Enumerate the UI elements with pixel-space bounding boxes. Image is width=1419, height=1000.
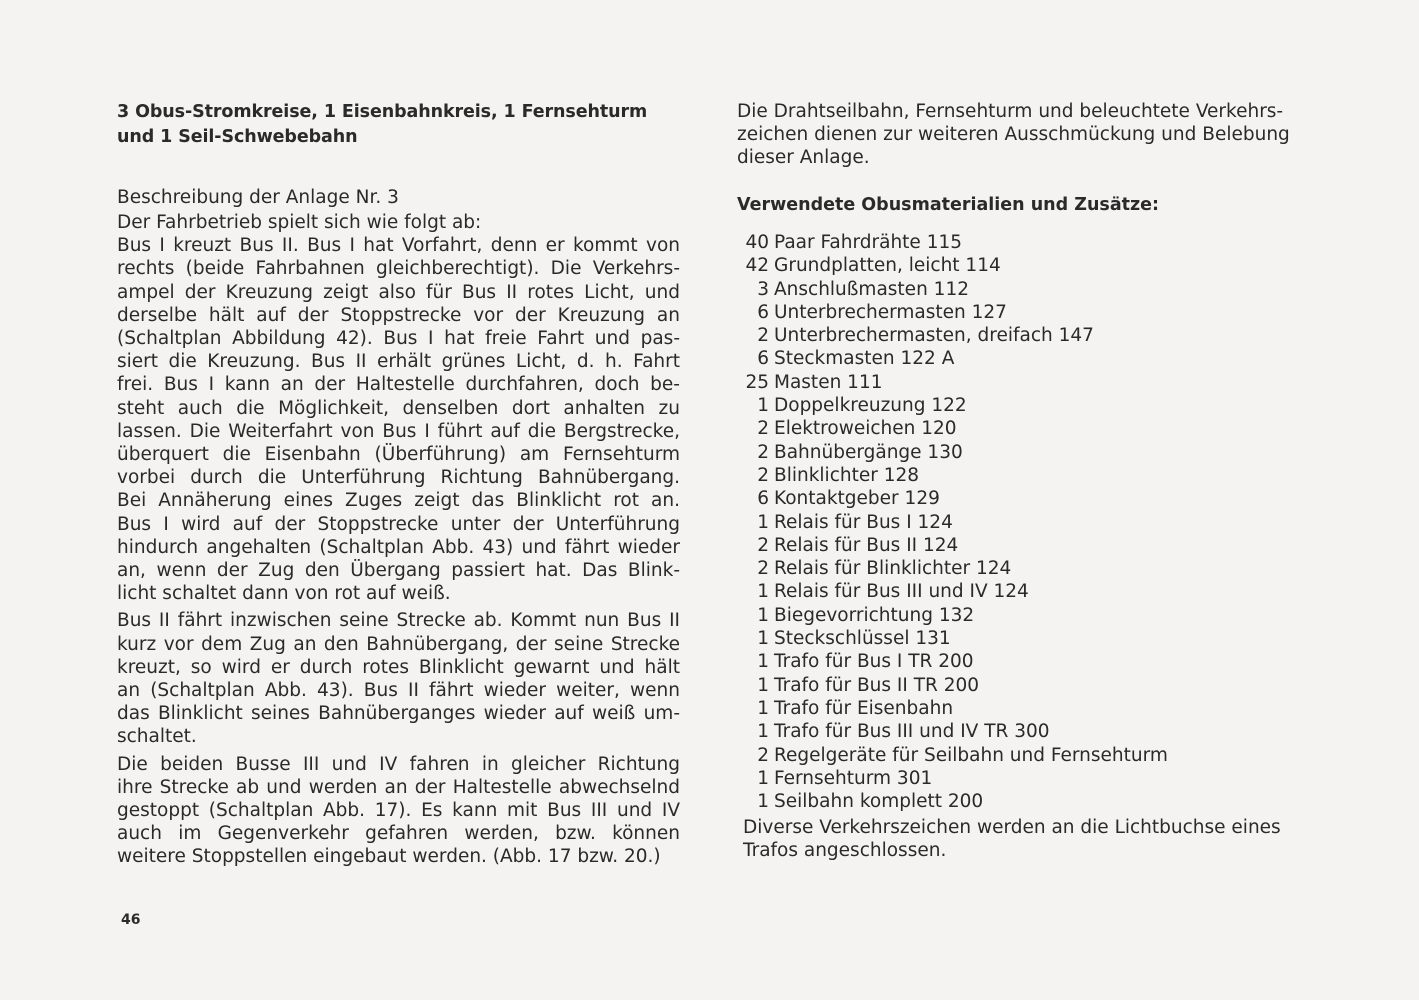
text-line: derselbe hält auf der Stoppstrecke vor der Kreuzung an — [117, 304, 680, 326]
text-line: an (Schaltplan Abb. 43). Bus II fährt wieder weiter, wenn — [117, 680, 680, 702]
text-line: Bus II fährt inzwischen seine Strecke ab. Kommt nun Bus II — [117, 610, 680, 632]
text-line: ampel der Kreuzung zeigt also für Bus II rotes Licht, und — [117, 281, 680, 303]
material-quantity: 42 — [745, 255, 769, 277]
material-item — [737, 487, 1307, 510]
right-column — [737, 100, 1307, 862]
material-item — [737, 347, 1307, 370]
material-quantity: 6 — [757, 348, 769, 370]
text-line: vorbei durch die Unterführung Richtung Bahnübergang. — [117, 467, 680, 489]
text-line: licht schaltet dann von rot auf weiß. — [117, 583, 451, 605]
material-item — [737, 580, 1307, 603]
material-item — [737, 394, 1307, 417]
material-item — [737, 557, 1307, 580]
material-name: Paar Fahrdrähte 115 — [774, 232, 963, 253]
text-line: rechts (beide Fahrbahnen gleichberechtigt). Die Verkehrs- — [117, 258, 680, 280]
intro-paragraph — [737, 100, 1307, 169]
material-quantity: 1 — [757, 628, 769, 650]
material-quantity: 6 — [757, 301, 769, 323]
heading-line: und 1 Seil-Schwebebahn — [117, 127, 358, 147]
section-heading — [117, 100, 680, 150]
text-line: Diverse Verkehrszeichen werden an die Lichtbuchse eines — [743, 817, 1281, 839]
text-line: Trafos angeschlossen. — [743, 840, 947, 862]
material-quantity: 1 — [757, 511, 769, 533]
description-subtitle: Beschreibung der Anlage Nr. 3 — [117, 187, 399, 208]
material-name: Trafo für Eisenbahn — [774, 697, 954, 719]
material-item — [737, 324, 1307, 347]
material-item — [737, 231, 1307, 254]
material-name: Anschlußmasten 112 — [774, 278, 969, 300]
text-line: Bus I wird auf der Stoppstrecke unter der Unterführung — [117, 513, 680, 535]
material-name: Trafo für Bus II TR 200 — [774, 674, 980, 696]
material-name: Masten 111 — [774, 371, 883, 393]
paragraph-bus-two — [117, 609, 680, 748]
material-item — [737, 511, 1307, 534]
text-line: steht auch die Möglichkeit, denselben dort anhalten zu — [117, 397, 680, 419]
heading-line: 3 Obus-Stromkreise, 1 Eisenbahnkreis, 1 Fernsehturm — [117, 102, 648, 122]
material-quantity: 2 — [757, 744, 769, 766]
text-line: hindurch angehalten (Schaltplan Abb. 43) und fährt wieder — [117, 536, 680, 558]
material-name: Fernsehturm 301 — [774, 767, 933, 789]
text-line: weitere Stoppstellen eingebaut werden. (Abb. 17 bzw. 20.) — [117, 846, 661, 868]
material-quantity: 1 — [757, 581, 769, 603]
material-quantity: 2 — [757, 325, 769, 347]
material-name: Bahnübergänge 130 — [774, 441, 963, 463]
text-line: ihre Strecke ab und werden an der Haltestelle abwechselnd — [117, 776, 680, 798]
material-quantity: 1 — [757, 395, 769, 417]
material-quantity: 40 — [745, 232, 769, 253]
text-line: auch im Gegenverkehr gefahren werden, bzw. können — [117, 823, 680, 845]
material-quantity: 1 — [757, 651, 769, 673]
text-line: siert die Kreuzung. Bus II erhält grünes Licht, d. h. Fahrt — [117, 351, 680, 373]
text-line: frei. Bus I kann an der Haltestelle durchfahren, doch be- — [117, 374, 680, 396]
material-name: Blinklichter 128 — [774, 464, 920, 486]
text-line: Bei Annäherung eines Zuges zeigt das Blinklicht rot an. — [117, 490, 680, 512]
text-line: Die beiden Busse III und IV fahren in gleicher Richtung — [117, 753, 680, 775]
material-name: Seilbahn komplett 200 — [774, 791, 984, 813]
text-line: (Schaltplan Abbildung 42). Bus I hat freie Fahrt und pas- — [117, 328, 680, 350]
material-quantity: 6 — [757, 488, 769, 510]
material-quantity: 1 — [757, 674, 769, 696]
material-quantity: 1 — [757, 721, 769, 743]
material-name: Doppelkreuzung 122 — [774, 395, 967, 417]
material-name: Steckschlüssel 131 — [774, 628, 951, 650]
text-line: Bus I kreuzt Bus II. Bus I hat Vorfahrt, denn er kommt von — [117, 235, 680, 257]
note-paragraph — [743, 816, 1307, 862]
left-column — [117, 100, 680, 869]
material-item — [737, 744, 1307, 767]
material-quantity: 3 — [757, 278, 769, 300]
material-name: Regelgeräte für Seilbahn und Fernsehturm — [774, 744, 1168, 766]
material-name: Unterbrechermasten 127 — [774, 301, 1007, 323]
material-name: Unterbrechermasten, dreifach 147 — [774, 325, 1094, 347]
material-item — [737, 674, 1307, 697]
material-name: Biegevorrichtung 132 — [774, 604, 975, 626]
material-quantity: 1 — [757, 791, 769, 813]
materials-heading: Verwendete Obusmaterialien und Zusätze: — [737, 195, 1160, 215]
material-item — [737, 464, 1307, 487]
material-item — [737, 790, 1307, 813]
material-item — [737, 534, 1307, 557]
material-name: Relais für Bus I 124 — [774, 511, 953, 533]
material-name: Relais für Blinklichter 124 — [774, 558, 1012, 580]
material-item — [737, 371, 1307, 394]
material-item — [737, 720, 1307, 743]
material-name: Relais für Bus II 124 — [774, 534, 959, 556]
material-quantity: 1 — [757, 767, 769, 789]
paragraph-bus-three-four — [117, 753, 680, 869]
material-name: Relais für Bus III und IV 124 — [774, 581, 1029, 603]
text-line: zeichen dienen zur weiteren Ausschmückung und Belebung — [737, 124, 1290, 145]
text-line: überquert die Eisenbahn (Überführung) am Fernsehturm — [117, 444, 680, 466]
material-quantity: 25 — [745, 371, 769, 393]
page-number: 46 — [121, 912, 141, 928]
text-line: Die Drahtseilbahn, Fernsehturm und beleuchtete Verkehrs- — [737, 101, 1284, 122]
material-item — [737, 301, 1307, 324]
material-item — [737, 417, 1307, 440]
text-line: gestoppt (Schaltplan Abb. 17). Es kann mit Bus III und IV — [117, 800, 680, 822]
material-name: Trafo für Bus I TR 200 — [774, 651, 974, 673]
material-quantity: 2 — [757, 441, 769, 463]
material-item — [737, 254, 1307, 277]
text-line: lassen. Die Weiterfahrt von Bus I führt auf die Bergstrecke, — [117, 420, 680, 442]
material-quantity: 1 — [757, 697, 769, 719]
materials-list — [737, 231, 1307, 813]
text-line: kurz vor dem Zug an den Bahnübergang, der seine Strecke — [117, 633, 680, 655]
material-name: Steckmasten 122 A — [774, 348, 955, 370]
text-line: das Blinklicht seines Bahnüberganges wieder auf weiß um- — [117, 703, 680, 725]
material-quantity: 2 — [757, 558, 769, 580]
material-name: Trafo für Bus III und IV TR 300 — [774, 721, 1050, 743]
text-line: Der Fahrbetrieb spielt sich wie folgt ab: — [117, 212, 482, 233]
material-item — [737, 767, 1307, 790]
material-item — [737, 697, 1307, 720]
material-item — [737, 627, 1307, 650]
material-name: Elektroweichen 120 — [774, 418, 957, 440]
material-item — [737, 650, 1307, 673]
material-name: Grundplatten, leicht 114 — [774, 255, 1001, 277]
text-line: an, wenn der Zug den Übergang passiert hat. Das Blink- — [117, 560, 680, 582]
text-line: dieser Anlage. — [737, 147, 870, 168]
material-name: Kontaktgeber 129 — [774, 488, 940, 510]
text-line: kreuzt, so wird er durch rotes Blinklicht gewarnt und hält — [117, 656, 680, 678]
paragraph-operation — [117, 211, 680, 605]
material-item — [737, 604, 1307, 627]
material-item — [737, 441, 1307, 464]
material-quantity: 2 — [757, 464, 769, 486]
text-line: schaltet. — [117, 726, 197, 748]
material-item — [737, 278, 1307, 301]
material-quantity: 2 — [757, 534, 769, 556]
material-quantity: 2 — [757, 418, 769, 440]
material-quantity: 1 — [757, 604, 769, 626]
